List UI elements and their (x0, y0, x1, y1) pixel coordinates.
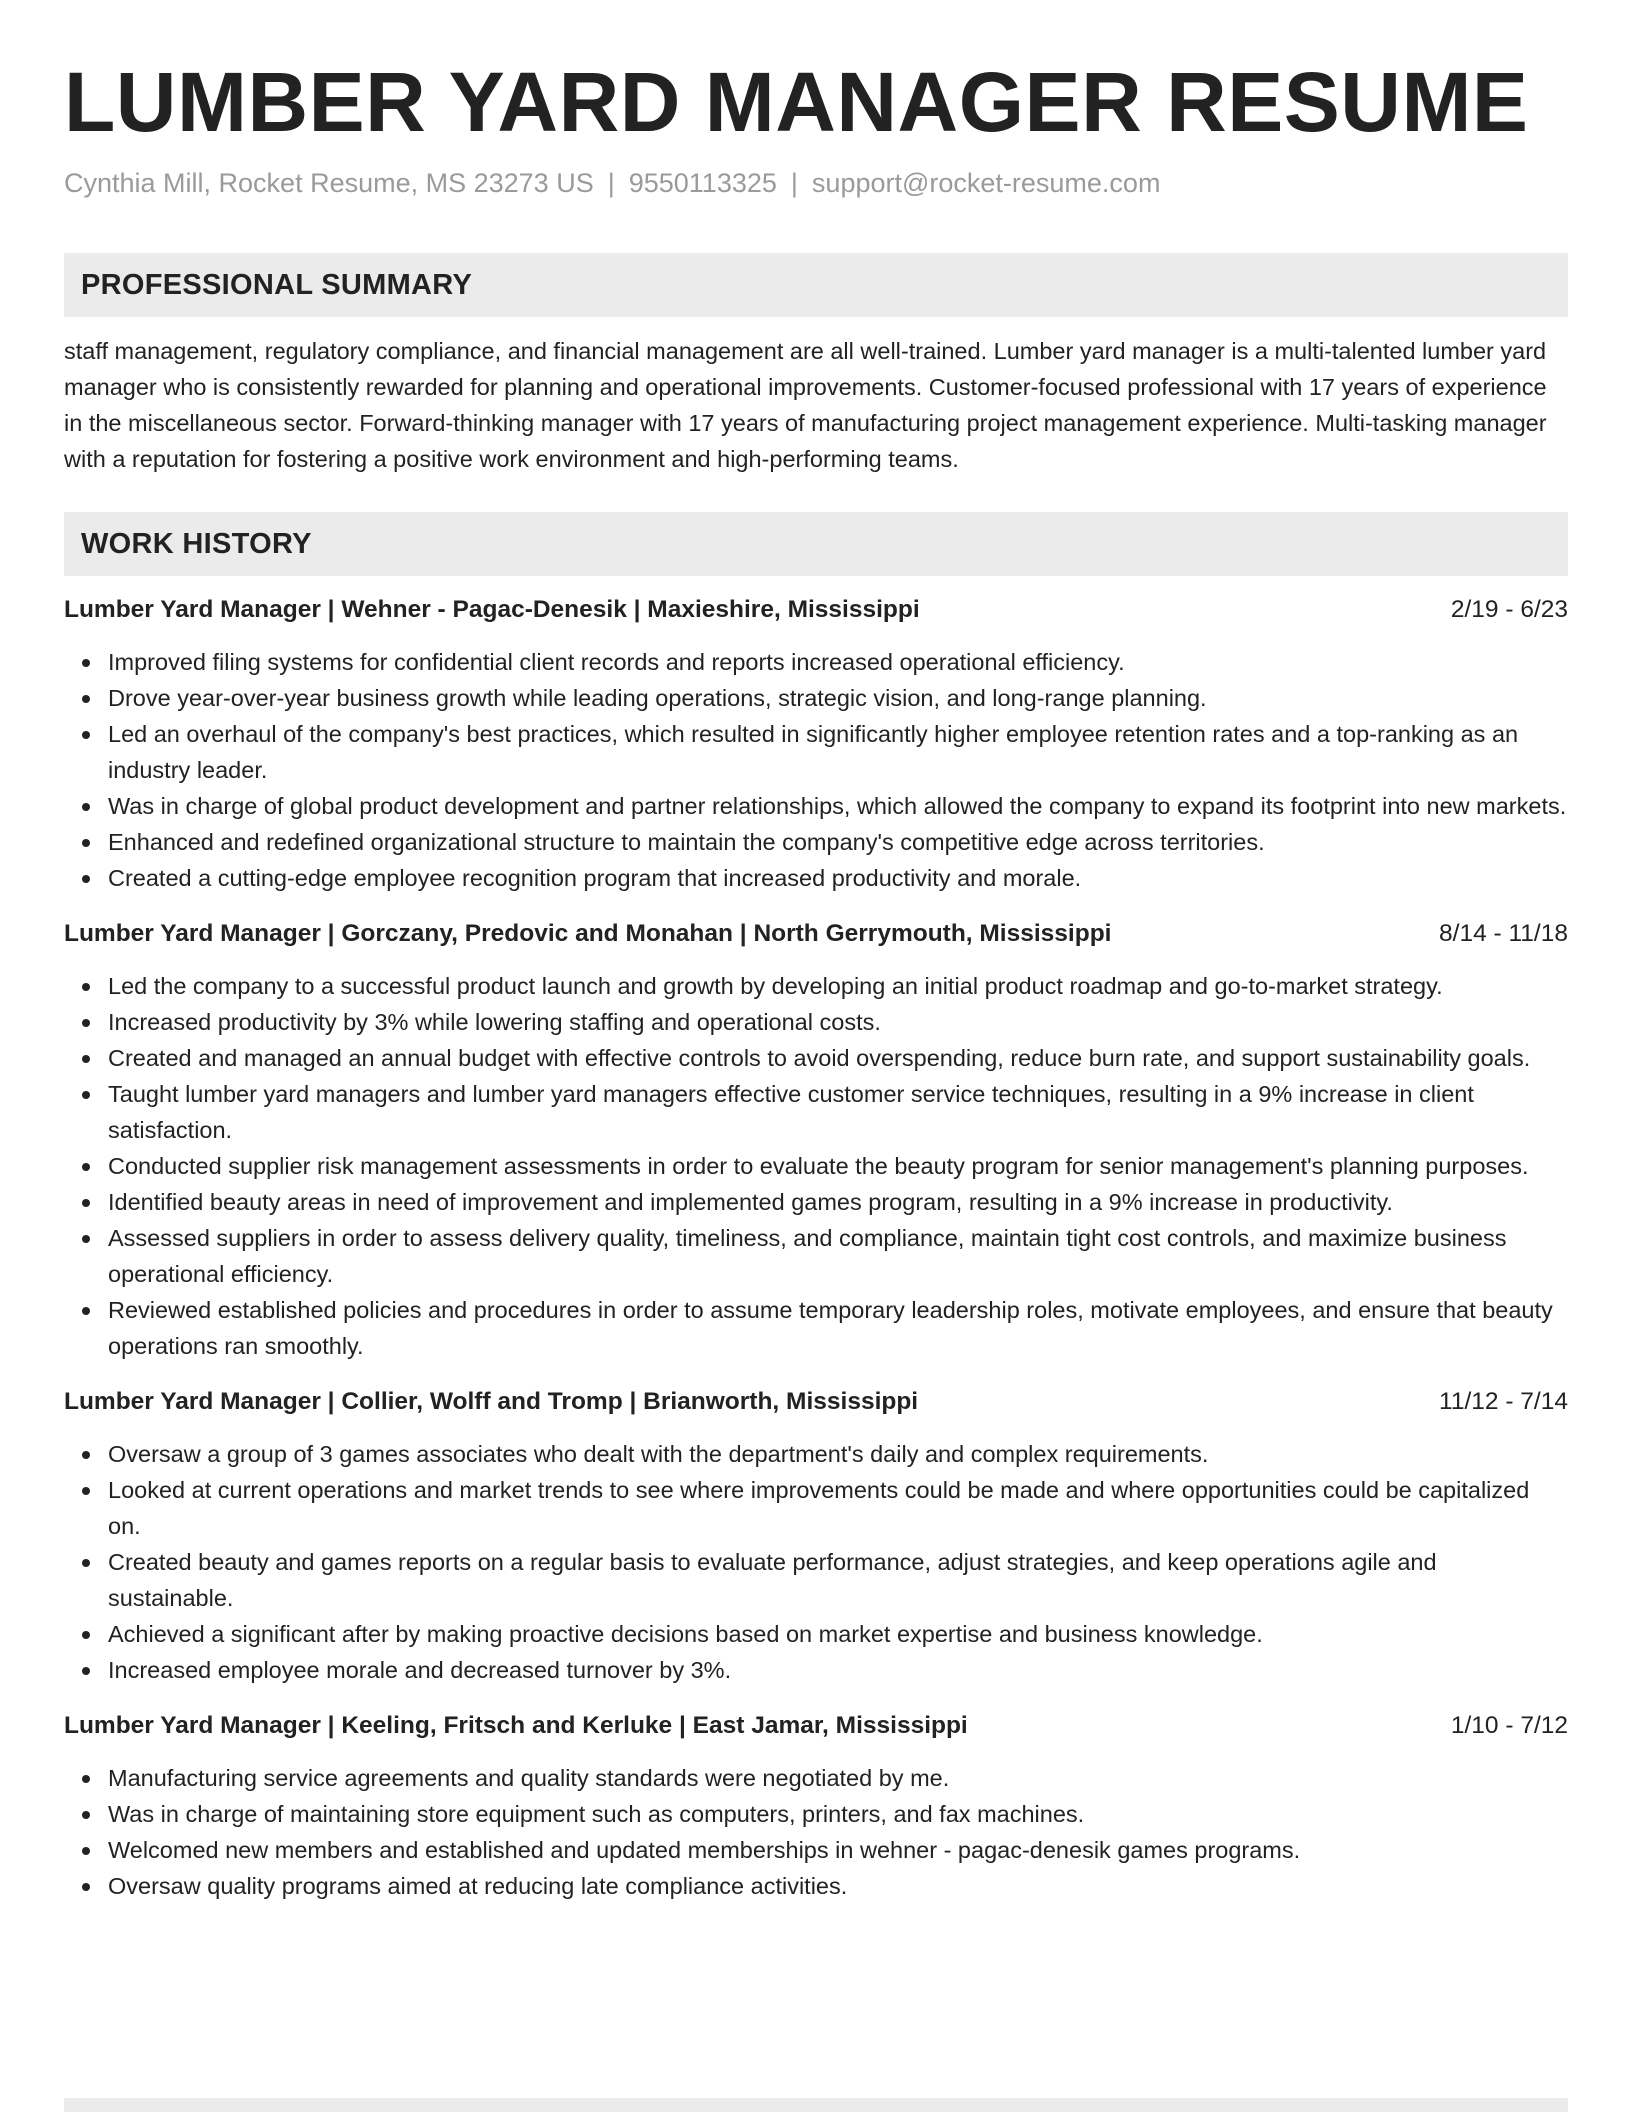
list-item (108, 1436, 1568, 1472)
job-header (64, 1688, 1568, 1744)
job-bullet-list (64, 644, 1568, 896)
bullet-text: Created and managed an annual budget with effective controls to avoid overspending, reduce burn rate, and support sustainability goals. (108, 1045, 1531, 1071)
section-header-next (64, 2098, 1568, 2112)
bullet-text: Created beauty and games reports on a regular basis to evaluate performance, adjust strategies, and keep operations agile and sustainable. (108, 1549, 1437, 1611)
list-item (108, 788, 1568, 824)
list-item (108, 1220, 1568, 1292)
list-item (108, 1544, 1568, 1616)
list-item (108, 1760, 1568, 1796)
work-history-list (64, 576, 1568, 1904)
list-item (108, 1616, 1568, 1652)
bullet-icon (82, 1055, 90, 1063)
bullet-text: Led the company to a successful product launch and growth by developing an initial product roadmap and go-to-market strategy. (108, 973, 1443, 999)
bullet-text: Conducted supplier risk management assessments in order to evaluate the beauty program for senior management's planning purposes. (108, 1153, 1529, 1179)
list-item (108, 1040, 1568, 1076)
list-item (108, 716, 1568, 788)
list-item (108, 1076, 1568, 1148)
section-header-work-history (64, 512, 1568, 576)
contact-line (64, 166, 1568, 200)
bullet-icon (82, 839, 90, 847)
job-bullet-list (64, 1436, 1568, 1688)
job-dates: 11/12 - 7/14 (1439, 1388, 1568, 1415)
bullet-icon (82, 1199, 90, 1207)
bullet-text: Increased employee morale and decreased turnover by 3%. (108, 1657, 732, 1683)
contact-email: support@rocket-resume.com (811, 168, 1161, 198)
contact-separator: | (607, 168, 615, 198)
bullet-text: Oversaw quality programs aimed at reducing late compliance activities. (108, 1873, 848, 1899)
bullet-icon (82, 1235, 90, 1243)
list-item (108, 1868, 1568, 1904)
job-dates: 2/19 - 6/23 (1450, 596, 1568, 623)
bullet-icon (82, 1307, 90, 1315)
bullet-icon (82, 983, 90, 991)
list-item (108, 1292, 1568, 1364)
job-header (64, 1364, 1568, 1420)
bullet-icon (82, 1091, 90, 1099)
bullet-text: Drove year-over-year business growth while leading operations, strategic vision, and long-range planning. (108, 685, 1207, 711)
job-bullet-list (64, 1760, 1568, 1904)
bullet-text: Enhanced and redefined organizational structure to maintain the company's competitive edge across territories. (108, 829, 1265, 855)
list-item (108, 1652, 1568, 1688)
bullet-icon (82, 1631, 90, 1639)
resume-page (64, 0, 1568, 1904)
list-item (108, 1832, 1568, 1868)
bullet-icon (82, 1451, 90, 1459)
job-title: Lumber Yard Manager | Gorczany, Predovic and Monahan | North Gerrymouth, Mississippi (64, 920, 1112, 947)
list-item (108, 1148, 1568, 1184)
bullet-text: Achieved a significant after by making proactive decisions based on market expertise and business knowledge. (108, 1621, 1263, 1647)
contact-phone: 9550113325 (628, 168, 777, 198)
job-dates: 8/14 - 11/18 (1439, 920, 1568, 947)
bullet-text: Looked at current operations and market trends to see where improvements could be made and where opportunities could be capitalized on. (108, 1477, 1530, 1539)
job-header (64, 576, 1568, 628)
list-item (108, 968, 1568, 1004)
resume-title: LUMBER YARD MANAGER RESUME (64, 55, 1529, 149)
bullet-icon (82, 1811, 90, 1819)
bullet-icon (82, 695, 90, 703)
job-entry (64, 1688, 1568, 1904)
list-item (108, 1184, 1568, 1220)
list-item (108, 1796, 1568, 1832)
bullet-icon (82, 1775, 90, 1783)
bullet-text: Led an overhaul of the company's best practices, which resulted in significantly higher employee retention rates and a top-ranking as an industry leader. (108, 721, 1519, 783)
bullet-icon (82, 1883, 90, 1891)
job-bullet-list (64, 968, 1568, 1364)
list-item (108, 824, 1568, 860)
bullet-icon (82, 1163, 90, 1171)
bullet-icon (82, 1487, 90, 1495)
bullet-text: Was in charge of global product development and partner relationships, which allowed the company to expand its footprint into new markets. (108, 793, 1567, 819)
list-item (108, 680, 1568, 716)
job-dates: 1/10 - 7/12 (1450, 1712, 1568, 1739)
section-heading: PROFESSIONAL SUMMARY (81, 268, 473, 301)
job-entry (64, 576, 1568, 896)
job-entry (64, 896, 1568, 1364)
job-entry (64, 1364, 1568, 1688)
bullet-text: Taught lumber yard managers and lumber yard managers effective customer service techniques, resulting in a 9% increase in client satisfaction. (108, 1081, 1474, 1143)
job-header (64, 896, 1568, 952)
bullet-text: Oversaw a group of 3 games associates who dealt with the department's daily and complex requirements. (108, 1441, 1209, 1467)
bullet-icon (82, 1559, 90, 1567)
section-heading: WORK HISTORY (81, 527, 312, 560)
bullet-text: Identified beauty areas in need of improvement and implemented games program, resulting in a 9% increase in productivity. (108, 1189, 1393, 1215)
bullet-text: Created a cutting-edge employee recognition program that increased productivity and morale. (108, 865, 1082, 891)
bullet-icon (82, 1019, 90, 1027)
contact-address: Cynthia Mill, Rocket Resume, MS 23273 US (64, 168, 594, 198)
bullet-text: Improved filing systems for confidential client records and reports increased operational efficiency. (108, 649, 1125, 675)
bullet-icon (82, 1667, 90, 1675)
bullet-text: Welcomed new members and established and updated memberships in wehner - pagac-denesik games programs. (108, 1837, 1301, 1863)
section-header-professional-summary (64, 253, 1568, 317)
list-item (108, 644, 1568, 680)
bullet-icon (82, 731, 90, 739)
bullet-text: Was in charge of maintaining store equipment such as computers, printers, and fax machines. (108, 1801, 1085, 1827)
bullet-text: Reviewed established policies and procedures in order to assume temporary leadership roles, motivate employees, and ensure that beauty operations ran smoothly. (108, 1297, 1553, 1359)
job-title: Lumber Yard Manager | Collier, Wolff and Tromp | Brianworth, Mississippi (64, 1388, 919, 1415)
bullet-text: Assessed suppliers in order to assess delivery quality, timeliness, and compliance, maintain tight cost controls, and maximize business operational efficiency. (108, 1225, 1507, 1287)
bullet-icon (82, 1847, 90, 1855)
bullet-icon (82, 875, 90, 883)
job-title: Lumber Yard Manager | Keeling, Fritsch and Kerluke | East Jamar, Mississippi (64, 1712, 968, 1739)
summary-text: staff management, regulatory compliance, and financial management are all well-trained. Lumber yard manager is a multi-talented lumber yard manager who is consistently rewarded for planning and operational improvements. Customer-focused professional with 17 years of experience in the miscellaneous sector. Forward-thinking manager with 17 years of manufacturing project management experience. Multi-tasking manager with a reputation for fostering a positive work environment and high-performing teams. (64, 338, 1547, 472)
bullet-icon (82, 659, 90, 667)
bullet-text: Manufacturing service agreements and quality standards were negotiated by me. (108, 1765, 950, 1791)
contact-separator: | (790, 168, 798, 198)
bullet-text: Increased productivity by 3% while lowering staffing and operational costs. (108, 1009, 881, 1035)
bullet-icon (82, 803, 90, 811)
job-title: Lumber Yard Manager | Wehner - Pagac-Denesik | Maxieshire, Mississippi (64, 596, 920, 623)
list-item (108, 860, 1568, 896)
list-item (108, 1004, 1568, 1040)
list-item (108, 1472, 1568, 1544)
